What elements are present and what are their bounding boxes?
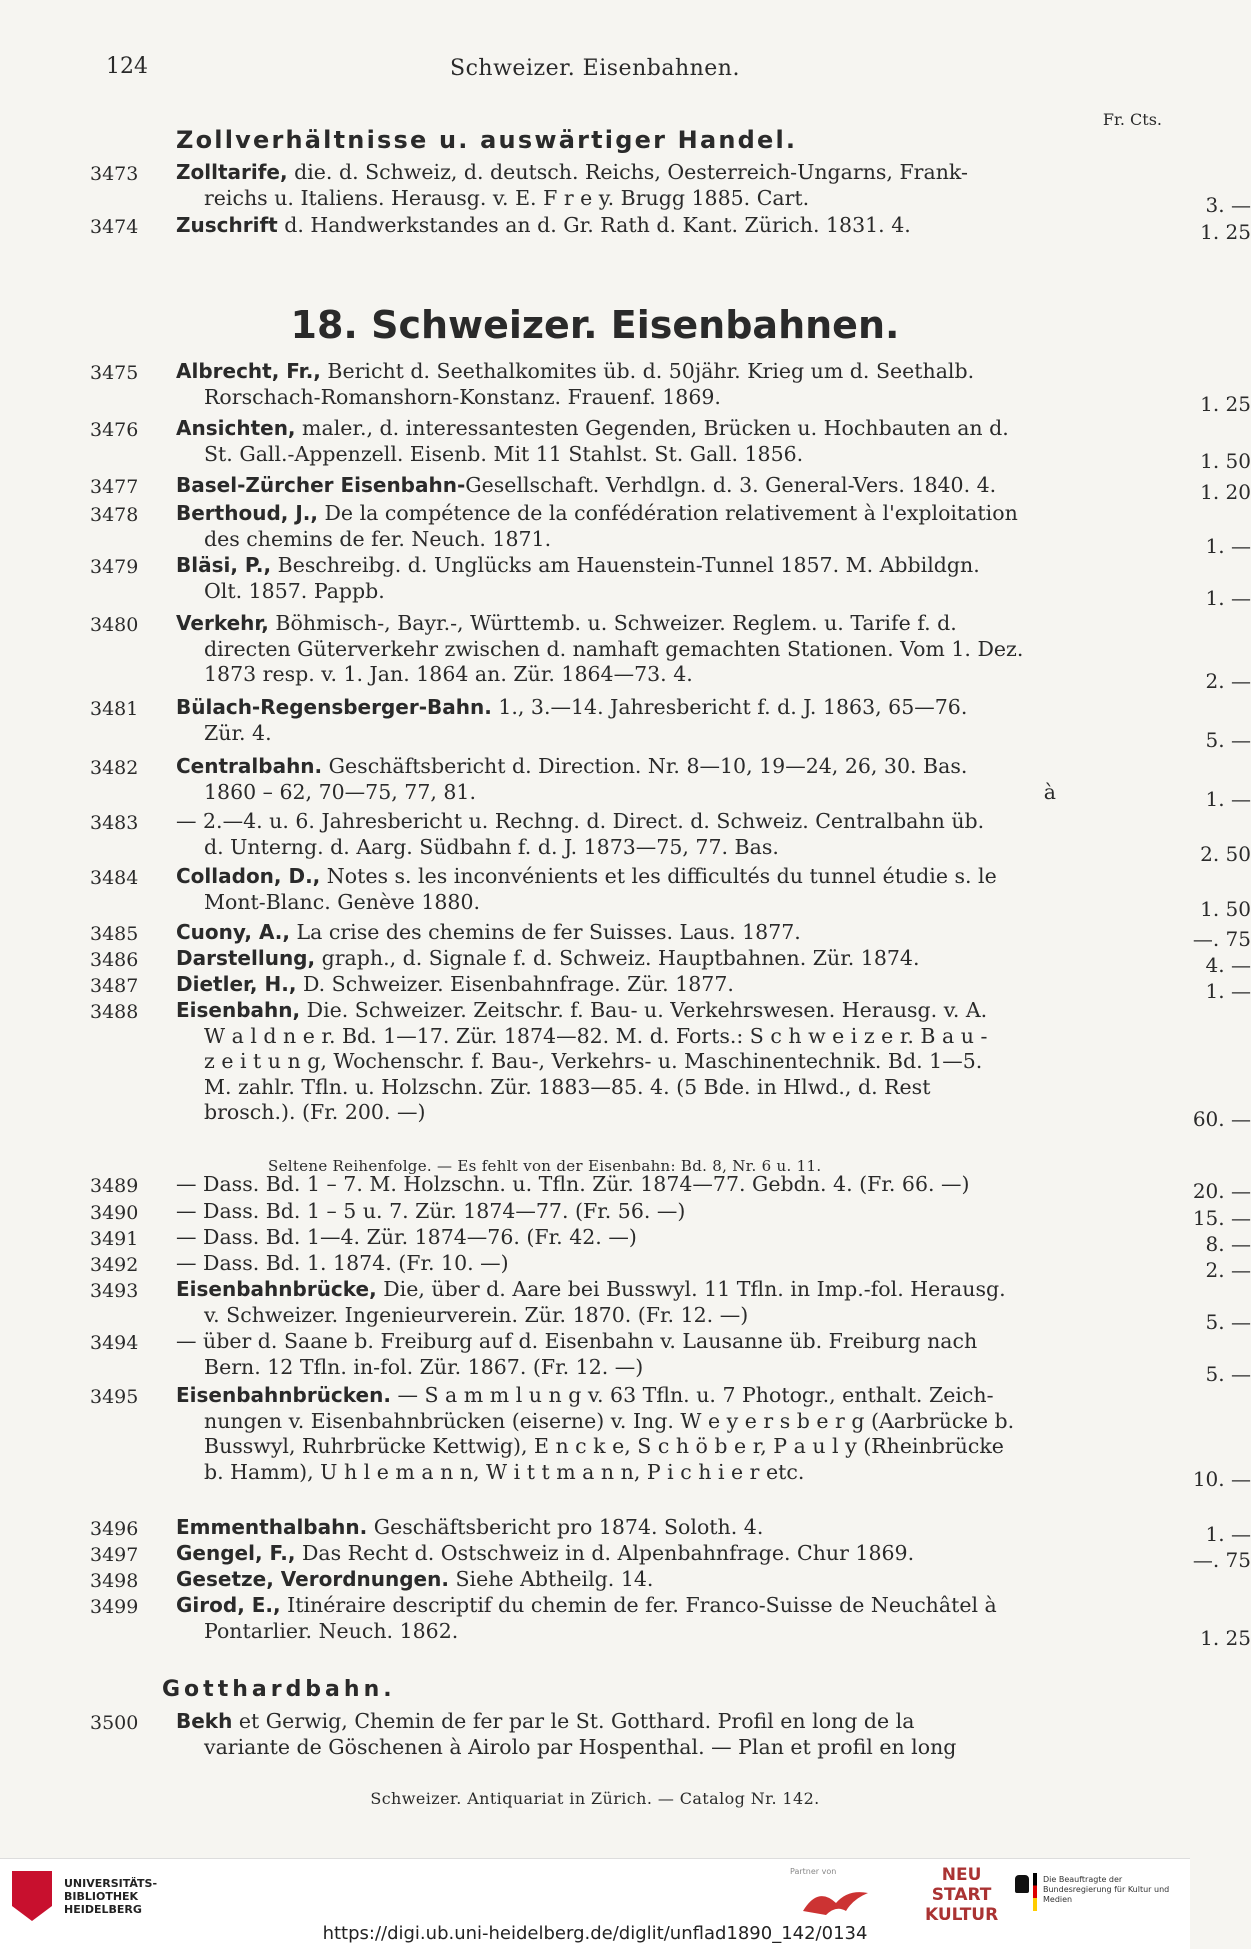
neustart-kultur-logo[interactable]: NEU START KULTUR — [925, 1865, 999, 1925]
entry-keyword: Albrecht, Fr., — [176, 359, 321, 383]
entry-number: 3484 — [90, 867, 139, 889]
entry-keyword: Ansichten, — [176, 416, 296, 440]
entry-number: 3495 — [90, 1386, 139, 1408]
entry-price: 20. — — [1192, 1179, 1251, 1203]
entry-number: 3489 — [90, 1175, 139, 1197]
page-header — [0, 54, 1190, 94]
entry-text — [176, 1172, 1056, 1198]
eagle-icon — [1015, 1875, 1029, 1893]
entry-line: Gesetze, Verordnungen. Siehe Abtheilg. 14. — [176, 1567, 654, 1591]
entry-line: Zuschrift d. Handwerkstandes an d. Gr. Rath d. Kant. Zürich. 1831. 4. — [176, 213, 911, 237]
page-number: 124 — [106, 54, 148, 79]
entry-line: v. Schweizer. Ingenieurverein. Zür. 1870. (Fr. 12. —) — [204, 1302, 749, 1327]
entry-keyword: Zuschrift — [176, 213, 278, 237]
entry-line: Mont-Blanc. Genève 1880. — [204, 889, 481, 914]
entry-price: 60. — — [1192, 1107, 1251, 1131]
entry-line: reichs u. Italiens. Herausg. v. E. F r e y. Brugg 1885. Cart. — [204, 185, 810, 210]
entry-keyword: Darstellung, — [176, 946, 316, 970]
entry-number: 3476 — [90, 419, 139, 441]
entry-keyword: Berthoud, J., — [176, 501, 318, 525]
entry-price: 10. — — [1192, 1466, 1251, 1491]
entry-number: 3475 — [90, 362, 139, 384]
ub-emblem-icon — [12, 1871, 52, 1921]
entry-price: 15. — — [1192, 1206, 1251, 1230]
entry-line: d. Unterng. d. Aarg. Südbahn f. d. J. 1873—75, 77. Bas. — [204, 834, 779, 859]
entry-line: Albrecht, Fr., Bericht d. Seethalkomites üb. d. 50jähr. Krieg um d. Seethalb. — [176, 359, 975, 383]
entry-line: Busswyl, Ruhrbrücke Kettwig), E n c k e, S c h ö b e r, P a u l y (Rheinbrücke — [204, 1434, 1004, 1458]
entry-number: 3491 — [90, 1228, 139, 1250]
entry-price: 1. 50 — [1200, 448, 1251, 473]
entry-price: 5. — — [1205, 727, 1251, 752]
entry-number: 3483 — [90, 812, 139, 834]
entry-number: 3492 — [90, 1254, 139, 1276]
ub-logo-text: UNIVERSITÄTS- BIBLIOTHEK HEIDELBERG — [64, 1877, 158, 1916]
entry-line: Pontarlier. Neuch. 1862. — [204, 1618, 459, 1643]
entry-line: 1873 resp. v. 1. Jan. 1864 an. Zür. 1864—73. 4. — [204, 662, 693, 686]
running-title: Schweizer. Eisenbahnen. — [450, 56, 740, 81]
entry-number: 3494 — [90, 1332, 139, 1354]
entry-text — [176, 1199, 1056, 1225]
partner-label: Partner von — [790, 1867, 837, 1876]
entry-line: W a l d n e r. Bd. 1—17. Zür. 1874—82. M. d. Forts.: S c h w e i z e r. B a u - — [204, 1023, 988, 1048]
entry-text — [176, 1567, 1056, 1593]
entry-keyword: Dietler, H., — [176, 972, 297, 996]
entry-line: Verkehr, Böhmisch-, Bayr.-, Württemb. u. Schweizer. Reglem. u. Tarife f. d. — [176, 611, 957, 635]
entry-text — [176, 809, 1056, 860]
entry-line: Zolltarife, die. d. Schweiz, d. deutsch. Reichs, Oesterreich-Ungarns, Frank- — [176, 160, 968, 184]
entry-number: 3486 — [90, 949, 139, 971]
entry-line: directen Güterverkehr zwischen d. namhaft gemachten Stationen. Vom 1. Dez. — [204, 636, 1024, 661]
entry-line: Dietler, H., D. Schweizer. Eisenbahnfrage. Zür. 1877. — [176, 972, 734, 996]
entry-price: 2. — — [1205, 669, 1251, 693]
entry-line: — Dass. Bd. 1. 1874. (Fr. 10. —) — [176, 1251, 509, 1275]
entry-text — [176, 1225, 1056, 1251]
entry-keyword: Gesetze, Verordnungen. — [176, 1567, 449, 1591]
entry-line: Bläsi, P., Beschreibg. d. Unglücks am Hauenstein-Tunnel 1857. M. Abbildgn. — [176, 553, 980, 577]
entry-line: Bern. 12 Tfln. in-fol. Zür. 1867. (Fr. 12. —) — [204, 1354, 644, 1379]
entry-text — [176, 1709, 1056, 1760]
subheading-gotthardbahn: Gotthardbahn. — [162, 1677, 396, 1702]
entry-line: Girod, E., Itinéraire descriptif du chemin de fer. Franco-Suisse de Neuchâtel à — [176, 1593, 997, 1617]
entry-text — [176, 501, 1056, 552]
entry-line: Eisenbahn, Die. Schweizer. Zeitschr. f. Bau- u. Verkehrswesen. Herausg. v. A. — [176, 998, 988, 1022]
entry-line: Cuony, A., La crise des chemins de fer Suisses. Laus. 1877. — [176, 920, 801, 944]
entry-keyword: Eisenbahn, — [176, 998, 301, 1022]
ub-heidelberg-logo[interactable] — [12, 1871, 162, 1925]
entry-price: 2. 50 — [1200, 841, 1251, 866]
entry-line: — Dass. Bd. 1 – 7. M. Holzschn. u. Tfln. Zür. 1874—77. Gebdn. 4. (Fr. 66. —) — [176, 1172, 970, 1196]
entry-number: 3496 — [90, 1518, 139, 1540]
entry-price: 1. — — [1205, 979, 1251, 1003]
entry-line: Berthoud, J., De la compétence de la confédération relativement à l'exploitation — [176, 501, 1018, 525]
entry-number: 3493 — [90, 1280, 139, 1302]
entry-number: 3473 — [90, 163, 139, 185]
entry-number: 3490 — [90, 1202, 139, 1224]
entry-text — [176, 473, 1056, 499]
bkm-text: Die Beauftragte der Bundesregierung für Kultur und Medien — [1043, 1875, 1170, 1904]
entry-line: St. Gall.-Appenzell. Eisenb. Mit 11 Stahlst. St. Gall. 1856. — [204, 441, 804, 466]
entry-price: 3. — — [1205, 192, 1251, 217]
entry-line: z e i t u n g, Wochenschr. f. Bau-, Verkehrs- u. Maschinentechnik. Bd. 1—5. — [204, 1049, 983, 1073]
entry-number: 3485 — [90, 923, 139, 945]
entry-number: 3497 — [90, 1544, 139, 1566]
entry-price: —. 75 — [1192, 1548, 1251, 1572]
entry-keyword: Cuony, A., — [176, 920, 290, 944]
entry-price: 1. — — [1205, 786, 1251, 811]
entry-number: 3477 — [90, 476, 139, 498]
price-column-label: Fr. Cts. — [1102, 110, 1162, 129]
entry-keyword: Bläsi, P., — [176, 553, 272, 577]
entry-keyword: Girod, E., — [176, 1593, 281, 1617]
entry-keyword: Gengel, F., — [176, 1541, 296, 1565]
entry-number: 3488 — [90, 1001, 139, 1023]
entry-line: Eisenbahnbrücke, Die, über d. Aare bei Busswyl. 11 Tfln. in Imp.-fol. Herausg. — [176, 1277, 1006, 1301]
entry-text — [176, 416, 1056, 467]
entry-number: 3480 — [90, 614, 139, 636]
entry-line: Ansichten, maler., d. interessantesten Gegenden, Brücken u. Hochbauten an d. — [176, 416, 1009, 440]
entry-text — [176, 359, 1056, 410]
entry-number: 3479 — [90, 556, 139, 578]
entry-keyword: Basel-Zürcher Eisenbahn- — [176, 473, 466, 497]
entry-text — [176, 946, 1056, 972]
entry-text — [176, 1329, 1056, 1380]
entry-keyword: Bülach-Regensberger-Bahn. — [176, 695, 492, 719]
entry-line: — Dass. Bd. 1 – 5 u. 7. Zür. 1874—77. (Fr. 56. —) — [176, 1199, 686, 1223]
section-heading-eisenbahnen: 18. Schweizer. Eisenbahnen. — [290, 303, 900, 347]
entry-number: 3482 — [90, 757, 139, 779]
entry-text — [176, 553, 1056, 604]
viewer-bottom-bar — [0, 1858, 1190, 1949]
entry-text — [176, 1383, 1056, 1485]
entry-number: 3487 — [90, 975, 139, 997]
entry-price: 1. 25 — [1200, 220, 1251, 244]
entry-price: 1. — — [1205, 585, 1251, 610]
entry-keyword: Verkehr, — [176, 611, 269, 635]
entry-text — [176, 864, 1056, 915]
entry-line: 1860 – 62, 70—75, 77, 81. à — [204, 779, 1056, 804]
entry-line: Colladon, D., Notes s. les inconvénients et les difficultés du tunnel étudie s. le — [176, 864, 997, 888]
entry-keyword: Eisenbahnbrücken. — [176, 1383, 391, 1407]
entry-line: b. Hamm), U h l e m a n n, W i t t m a n n, P i c h i e r etc. — [204, 1459, 805, 1484]
entry-line: Darstellung, graph., d. Signale f. d. Schweiz. Hauptbahnen. Zür. 1874. — [176, 946, 920, 970]
entry-text — [176, 920, 1056, 946]
entry-line: Emmenthalbahn. Geschäftsbericht pro 1874. Soloth. 4. — [176, 1515, 764, 1539]
entry-keyword: Eisenbahnbrücke, — [176, 1277, 377, 1301]
entry-text — [176, 1541, 1056, 1567]
entry-note: Seltene Reihenfolge. — Es fehlt von der Eisenbahn: Bd. 8, Nr. 6 u. 11. — [268, 1157, 822, 1175]
entry-line: — 2.—4. u. 6. Jahresbericht u. Rechng. d. Direct. d. Schweiz. Centralbahn üb. — [176, 809, 985, 833]
entry-price: 5. — — [1205, 1361, 1251, 1386]
entry-line: Rorschach-Romanshorn-Konstanz. Frauenf. 1869. — [204, 384, 721, 409]
catalog-footer: Schweizer. Antiquariat in Zürich. — Catalog Nr. 142. — [370, 1789, 820, 1808]
entry-text — [176, 1593, 1056, 1644]
entry-text — [176, 1515, 1056, 1541]
partner-bird-icon — [798, 1881, 878, 1921]
entry-text — [176, 1251, 1056, 1277]
entry-price: 1. — — [1205, 1522, 1251, 1546]
entry-line: Olt. 1857. Pappb. — [204, 578, 385, 603]
entry-number: 3499 — [90, 1596, 139, 1618]
entry-line: M. zahlr. Tfln. u. Holzschn. Zür. 1883—85. 4. (5 Bde. in Hlwd., d. Rest — [204, 1074, 931, 1099]
entry-text — [176, 695, 1056, 746]
entry-line: Basel-Zürcher Eisenbahn-Gesellschaft. Verhdlgn. d. 3. General-Vers. 1840. 4. — [176, 473, 997, 497]
entry-price: 4. — — [1205, 953, 1251, 977]
entry-number: 3474 — [90, 216, 139, 238]
entry-text — [176, 213, 1056, 239]
entry-line: nungen v. Eisenbahnbrücken (eiserne) v. Ing. W e y e r s b e r g (Aarbrücke b. — [204, 1408, 1015, 1433]
entry-price: 1. 20 — [1200, 480, 1251, 504]
entry-line: Bülach-Regensberger-Bahn. 1., 3.—14. Jahresbericht f. d. J. 1863, 65—76. — [176, 695, 968, 719]
entry-number: 3500 — [90, 1712, 139, 1734]
entry-keyword: Colladon, D., — [176, 864, 321, 888]
entry-price: —. 75 — [1192, 927, 1251, 951]
entry-line: Bekh et Gerwig, Chemin de fer par le St. Gotthard. Profil en long de la — [176, 1709, 915, 1733]
entry-text — [176, 998, 1056, 1126]
entry-text — [176, 754, 1056, 805]
entry-price: 1. 25 — [1200, 1625, 1251, 1650]
entry-extra: à — [1043, 779, 1056, 804]
entry-number: 3498 — [90, 1570, 139, 1592]
flag-icon — [1033, 1873, 1037, 1911]
entry-keyword: Zolltarife, — [176, 160, 288, 184]
entry-keyword: Bekh — [176, 1709, 233, 1733]
entry-price: 1. 50 — [1200, 896, 1251, 921]
entry-price: 2. — — [1205, 1258, 1251, 1282]
entry-line: brosch.). (Fr. 200. —) — [204, 1100, 426, 1124]
entry-line: — Dass. Bd. 1—4. Zür. 1874—76. (Fr. 42. —) — [176, 1225, 637, 1249]
entry-keyword: Emmenthalbahn. — [176, 1515, 368, 1539]
entry-line: Centralbahn. Geschäftsbericht d. Direction. Nr. 8—10, 19—24, 26, 30. Bas. — [176, 754, 968, 778]
entry-number: 3478 — [90, 504, 139, 526]
entry-line: Gengel, F., Das Recht d. Ostschweiz in d. Alpenbahnfrage. Chur 1869. — [176, 1541, 915, 1565]
entry-keyword: Centralbahn. — [176, 754, 323, 778]
entry-text — [176, 972, 1056, 998]
entry-price: 5. — — [1205, 1309, 1251, 1334]
section-heading-zoll: Zollverhältnisse u. auswärtiger Handel. — [176, 126, 798, 154]
entry-price: 1. 25 — [1200, 391, 1251, 416]
entry-price: 8. — — [1205, 1232, 1251, 1256]
entry-line: — über d. Saane b. Freiburg auf d. Eisenbahn v. Lausanne üb. Freiburg nach — [176, 1329, 978, 1353]
entry-text — [176, 160, 1056, 211]
entry-text — [176, 611, 1056, 688]
entry-number: 3481 — [90, 698, 139, 720]
entry-line: des chemins de fer. Neuch. 1871. — [204, 526, 552, 551]
entry-line: Zür. 4. — [204, 720, 272, 745]
entry-text — [176, 1277, 1056, 1328]
permalink-url[interactable]: https://digi.ub.uni-heidelberg.de/diglit/unflad1890_142/0134 — [322, 1923, 868, 1944]
entry-price: 1. — — [1205, 533, 1251, 558]
bkm-logo[interactable] — [1015, 1871, 1180, 1925]
entry-line: Eisenbahnbrücken. — S a m m l u n g v. 63 Tfln. u. 7 Photogr., enthalt. Zeich- — [176, 1383, 994, 1407]
entry-line: variante de Göschenen à Airolo par Hospenthal. — Plan et profil en long — [204, 1734, 957, 1759]
